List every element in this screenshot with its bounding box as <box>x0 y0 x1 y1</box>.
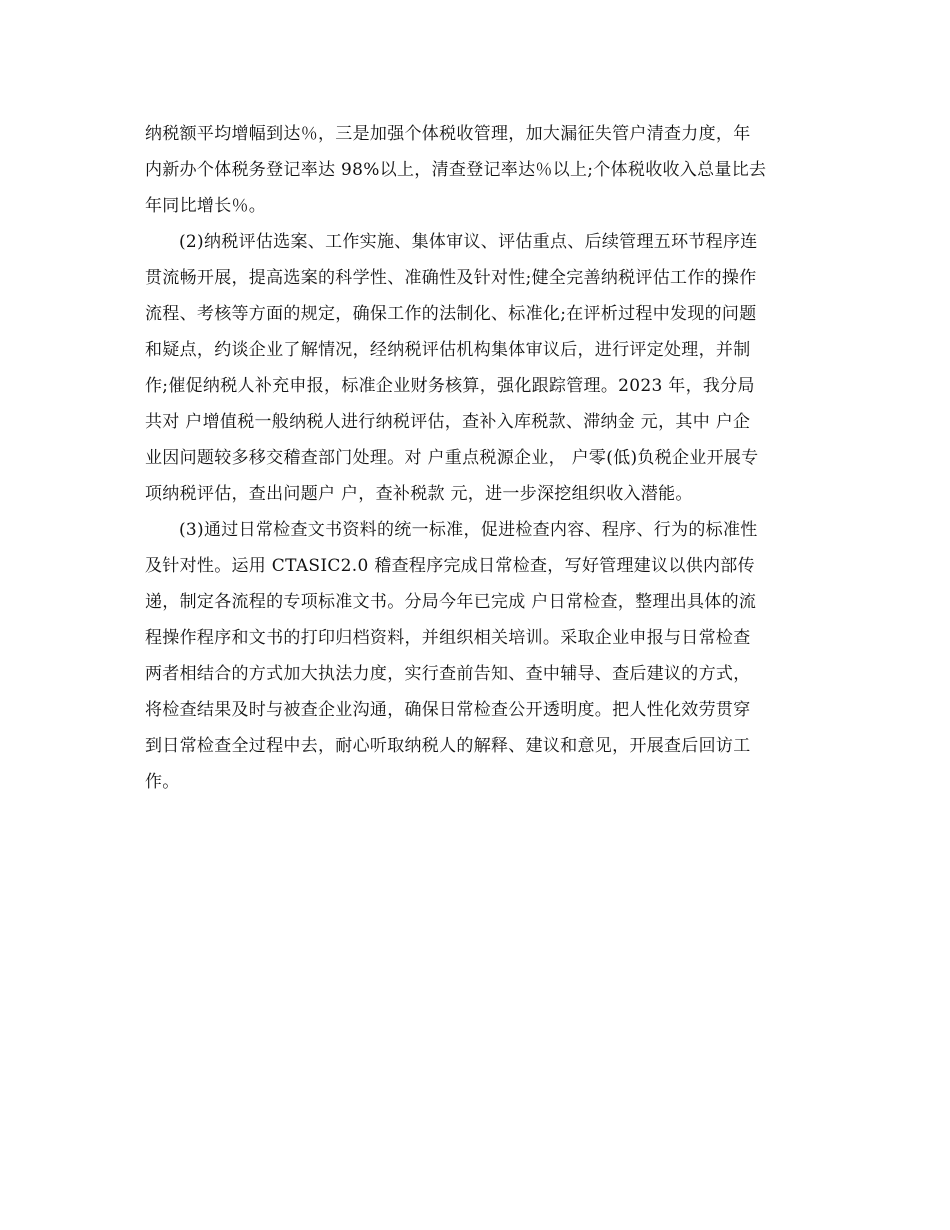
text-line: (3)通过日常检查文书资料的统一标准，促进检查内容、程序、行为的标准性 <box>179 520 758 540</box>
paragraph-routine-inspection <box>145 512 809 800</box>
text-line: 内新办个体税务登记率达 98%以上，清查登记率达％以上;个体税收收入总量比去 <box>145 160 767 180</box>
text-line: 及针对性。运用 CTASIC2.0 稽查程序完成日常检查，写好管理建议以供内部传 <box>145 556 755 576</box>
text-line: 程操作程序和文书的打印归档资料，并组织相关培训。采取企业申报与日常检查 <box>145 628 751 648</box>
paragraph-tax-management <box>145 116 809 224</box>
text-line: 贯流畅开展，提高选案的科学性、准确性及针对性;健全完善纳税评估工作的操作 <box>145 268 757 288</box>
body-text <box>145 116 809 800</box>
text-line: 年同比增长％。 <box>145 196 267 216</box>
text-line: (2)纳税评估选案、工作实施、集体审议、评估重点、后续管理五环节程序连 <box>179 232 758 252</box>
text-line: 到日常检查全过程中去，耐心听取纳税人的解释、建议和意见，开展查后回访工 <box>145 736 751 756</box>
text-line: 共对 户增值税一般纳税人进行纳税评估，查补入库税款、滞纳金 元，其中 户企 <box>145 412 751 432</box>
text-line: 作;催促纳税人补充申报，标准企业财务核算，强化跟踪管理。2023 年，我分局 <box>145 376 755 396</box>
text-line: 纳税额平均增幅到达％，三是加强个体税收管理，加大漏征失管户清查力度，年 <box>145 124 751 144</box>
text-line: 和疑点，约谈企业了解情况，经纳税评估机构集体审议后，进行评定处理，并制 <box>145 340 751 360</box>
text-line: 业因问题较多移交稽查部门处理。对 户重点税源企业， 户零(低)负税企业开展专 <box>145 448 759 468</box>
text-line: 将检查结果及时与被查企业沟通，确保日常检查公开透明度。把人性化效劳贯穿 <box>145 700 751 720</box>
text-line: 流程、考核等方面的规定，确保工作的法制化、标准化;在评析过程中发现的问题 <box>145 304 757 324</box>
text-line: 作。 <box>145 772 180 792</box>
text-line: 递，制定各流程的专项标准文书。分局今年已完成 户日常检查，整理出具体的流 <box>145 592 757 612</box>
text-line: 两者相结合的方式加大执法力度，实行查前告知、查中辅导、查后建议的方式， <box>145 664 751 684</box>
paragraph-tax-assessment <box>145 224 809 512</box>
text-line: 项纳税评估，查出问题户 户，查补税款 元，进一步深挖组织收入潜能。 <box>145 484 693 504</box>
